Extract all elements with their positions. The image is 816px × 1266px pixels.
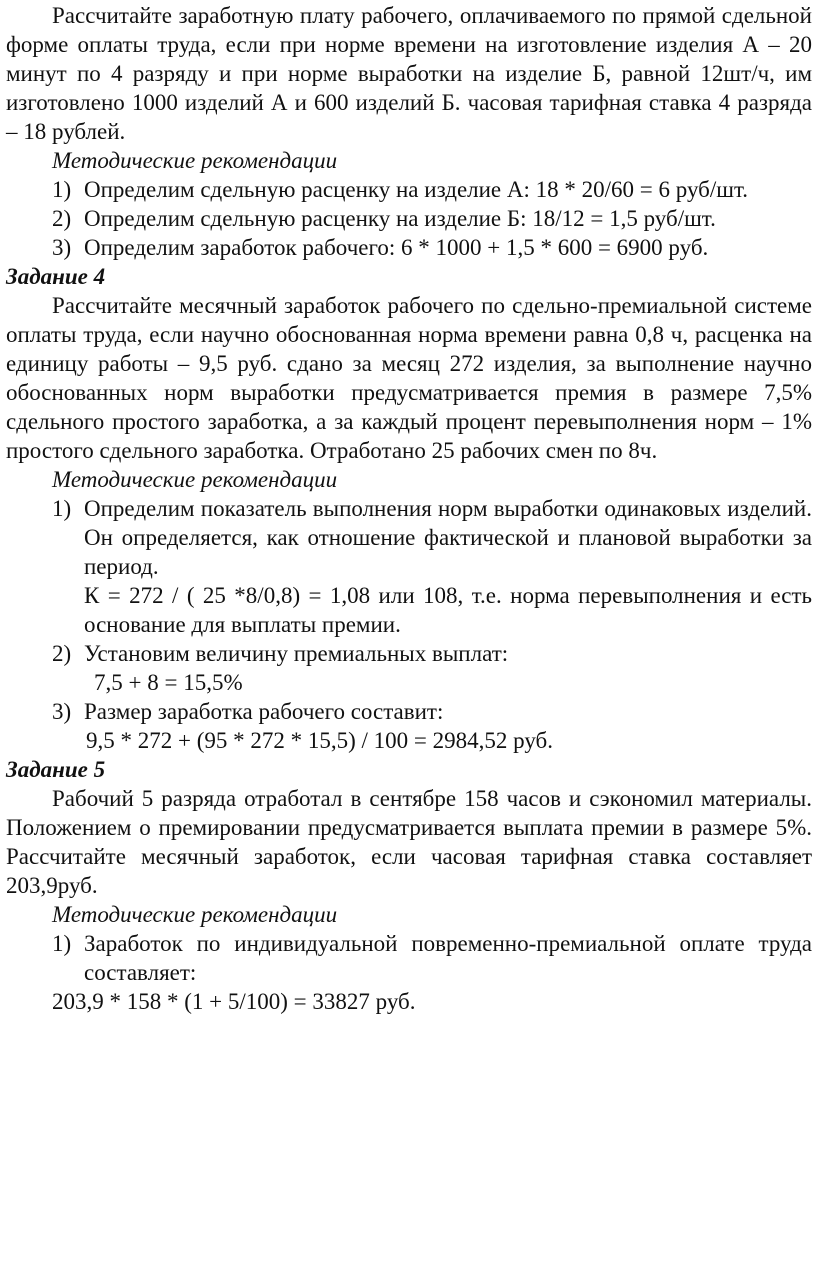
task3-step-1-number: 1) [52,177,72,202]
task4-recommendations-label: Методические рекомендации [52,467,338,492]
task3-step-1-text: Определим сдельную расценку на изделие А: 18 * 20/60 = 6 руб/шт. [84,177,749,202]
task4-step-2-number: 2) [52,641,72,666]
task5-problem-text: Рабочий 5 разряда отработал в сентябре 158 часов и сэкономил материалы. Положением о премировании предусматривается выплата премии в размере 5%. Рассчитайте месячный заработок, если часовая тарифная ставка составляет 203,9руб. [6,786,812,898]
task4-step-3-text: Размер заработка рабочего составит: [84,699,444,724]
task4-step-2-formula: 7,5 + 8 = 15,5% [94,670,243,695]
task3-step-3-text: Определим заработок рабочего: 6 * 1000 + 1,5 * 600 = 6900 руб. [84,235,709,260]
task3-problem-text: Рассчитайте заработную плату рабочего, оплачиваемого по прямой сдельной форме оплаты труда, если при норме времени на изготовление изделия А – 20 минут по 4 разряду и при норме выработки на изделие Б, равной 12шт/ч, им изготовлено 1000 изделий А и 600 изделий Б. часовая тарифная ставка 4 разряда – 18 рублей. [6,3,812,144]
task5-formula: 203,9 * 158 * (1 + 5/100) = 33827 руб. [52,989,416,1014]
task5-step-1-number: 1) [52,931,72,956]
task5-recommendations-label: Методические рекомендации [52,902,338,927]
task3-step-3-number: 3) [52,235,72,260]
task5-heading: Задание 5 [6,757,106,782]
task4-step-1-formula: К = 272 / ( 25 *8/0,8) = 1,08 или 108, т.е. норма перевыполнения и есть основание для выплаты премии. [84,583,812,637]
task4-step-2 [6,639,812,668]
task4-step-1-text: Определим показатель выполнения норм выработки одинаковых изделий. Он определяется, как отношение фактической и плановой выработки за период. [84,496,812,579]
document-page [6,1,812,1016]
task3-recommendations-label: Методические рекомендации [52,148,338,173]
task4-step-2-text: Установим величину премиальных выплат: [84,641,509,666]
task3-step-2 [6,204,812,233]
task3-step-2-number: 2) [52,206,72,231]
task4-step-1-number: 1) [52,496,72,521]
task4-problem-text: Рассчитайте месячный заработок рабочего по сдельно-премиальной системе оплаты труда, если научно обоснованная норма времени равна 0,8 ч, расценка на единицу работы – 9,5 руб. сдано за месяц 272 изделия, за выполнение научно обоснованных норм выработки предусматривается премия в размере 7,5% сдельного простого заработка, а за каждый процент перевыполнения норм – 1% простого сдельного заработка. Отработано 25 рабочих смен по 8ч. [6,293,812,463]
task4-step-3-formula: 9,5 * 272 + (95 * 272 * 15,5) / 100 = 2984,52 руб. [86,728,553,753]
task5-step-1-text: Заработок по индивидуальной повременно-премиальной оплате труда составляет: [84,931,812,985]
task4-heading: Задание 4 [6,264,106,289]
task5-step-1 [6,929,812,987]
task3-step-1 [6,175,812,204]
task3-step-3 [6,233,812,262]
task4-step-1 [6,494,812,639]
task3-step-2-text: Определим сдельную расценку на изделие Б: 18/12 = 1,5 руб/шт. [84,206,716,231]
task4-step-3-number: 3) [52,699,72,724]
task4-step-3 [6,697,812,726]
